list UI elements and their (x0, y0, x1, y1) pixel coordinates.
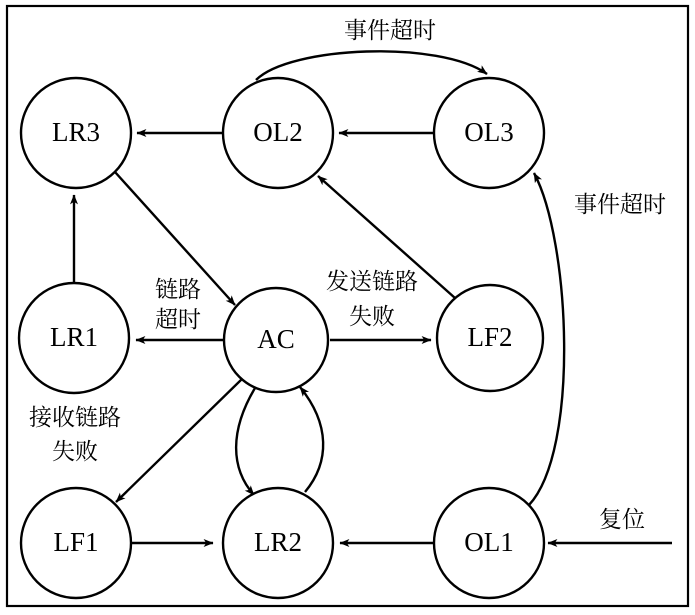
node-ol3-label: OL3 (464, 117, 514, 148)
node-lr1[interactable] (19, 283, 129, 393)
node-lr1-label: LR1 (49, 322, 99, 353)
node-lr3-label: LR3 (51, 117, 101, 148)
edge-ol3-to-ol2-top (256, 51, 487, 80)
edge-label-link-timeout-line2: 超时 (155, 306, 201, 333)
edge-label-timeout-top: 事件超时 (344, 17, 436, 44)
node-lr3[interactable] (21, 78, 131, 188)
edge-label-link-timeout-line1: 链路 (155, 276, 201, 303)
node-lf1-label: LF1 (53, 527, 99, 558)
node-lf2-label: LF2 (467, 322, 513, 353)
node-ac-label: AC (257, 324, 295, 355)
edge-label-timeout-right: 事件超时 (574, 191, 666, 218)
node-lf1[interactable] (21, 488, 131, 598)
node-lf2[interactable] (437, 285, 543, 391)
node-ol1-label: OL1 (464, 527, 514, 558)
node-ac[interactable] (224, 288, 328, 392)
node-ol1[interactable] (434, 488, 544, 598)
node-ol2-label: OL2 (253, 117, 303, 148)
edge-lr2-to-ac (300, 387, 323, 492)
edge-ac-to-lf1 (116, 378, 243, 502)
edge-label-recv-fail-line2: 失败 (52, 438, 98, 465)
edge-ac-to-lr2 (236, 388, 255, 495)
node-lr2[interactable] (223, 488, 333, 598)
edge-label-send-fail-line2: 失败 (349, 303, 395, 330)
edge-label-reset: 复位 (599, 506, 645, 533)
edge-label-send-fail-line1: 发送链路 (326, 268, 418, 295)
edge-label-recv-fail-line1: 接收链路 (29, 404, 121, 431)
node-ol3[interactable] (434, 78, 544, 188)
node-ol2[interactable] (223, 78, 333, 188)
node-lr2-label: LR2 (253, 527, 303, 558)
